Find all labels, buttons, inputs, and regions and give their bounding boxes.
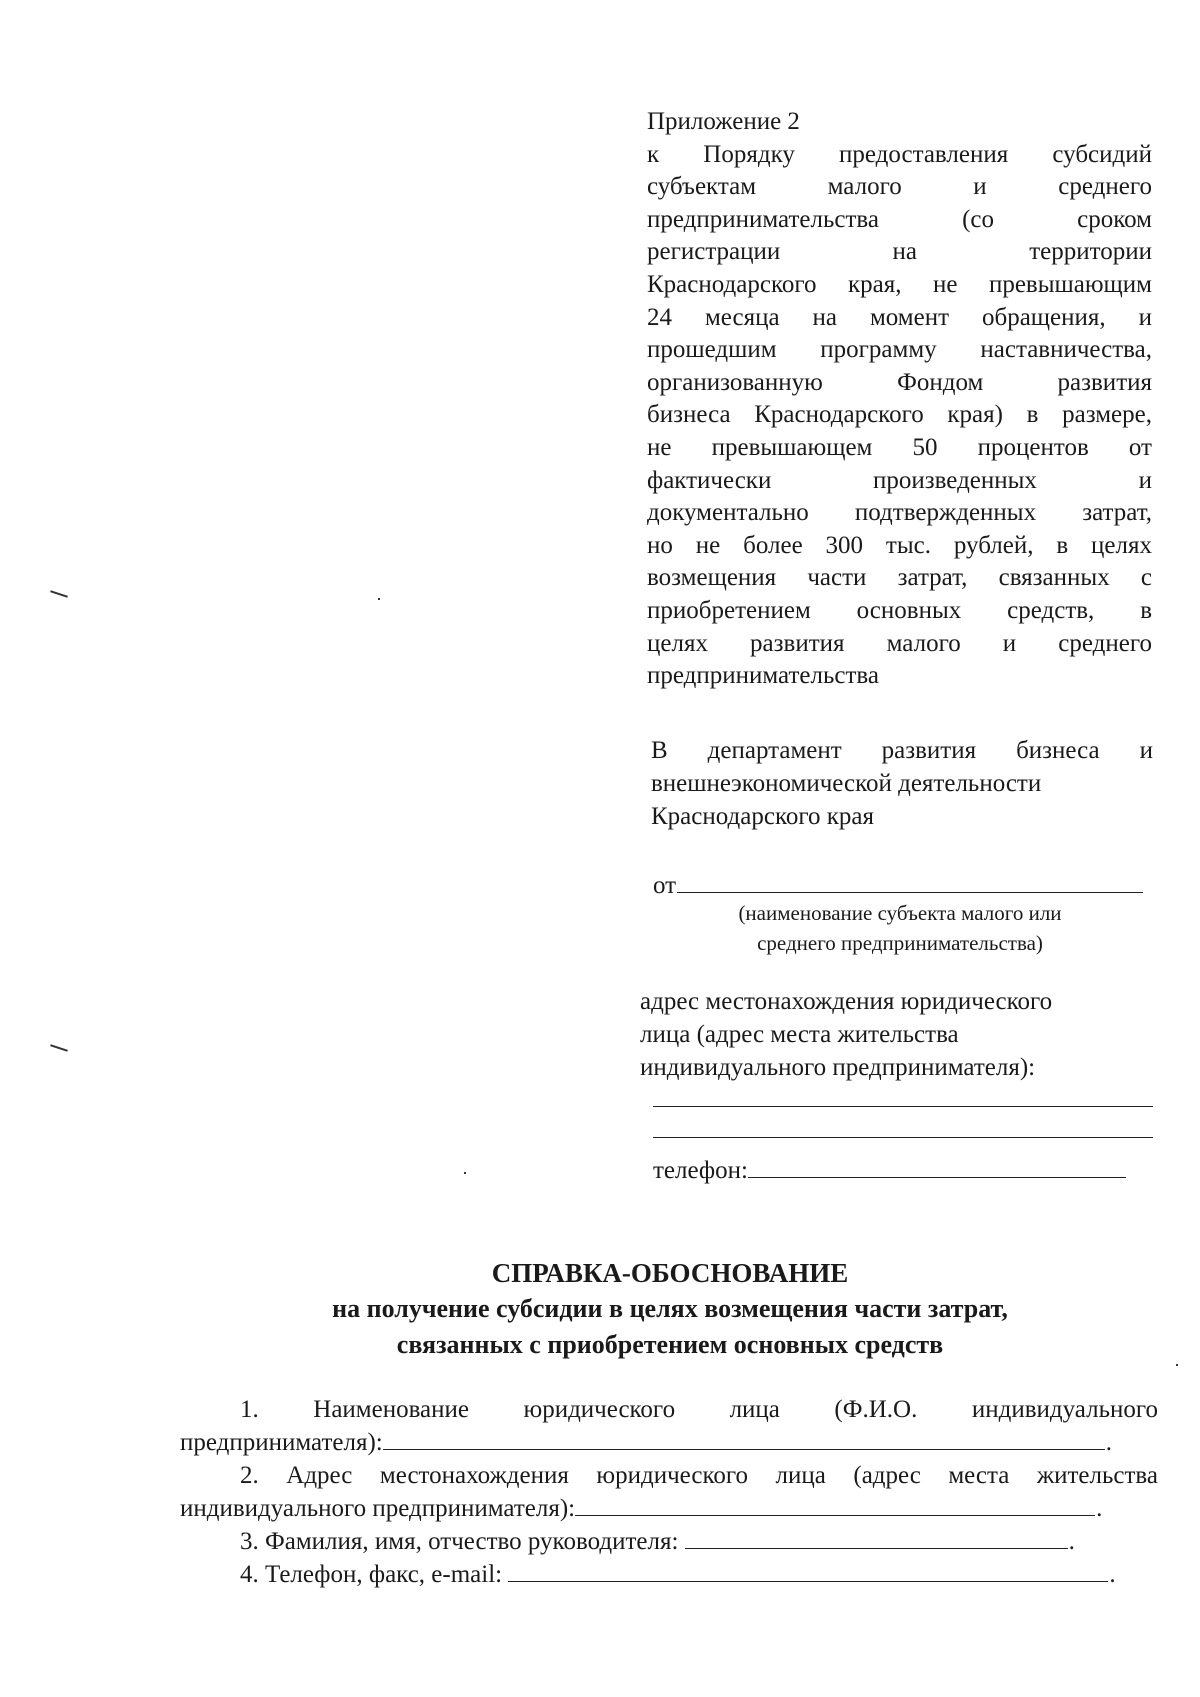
document-title-block [180,1255,1160,1363]
item-4-blank-line[interactable] [508,1559,1108,1582]
item-1-line1: 1. Наименование юридического лица (Ф.И.О. индивидуального [240,1396,1158,1423]
address-line: лица (адрес места жительства [640,1021,959,1048]
scan-mark [50,590,68,597]
item-period: . [1096,1495,1103,1522]
item-2-line1: 2. Адрес местонахождения юридического лица (адрес места жительства [240,1462,1158,1489]
item-4 [180,1558,1158,1591]
from-caption-line: (наименование субъекта малого или [738,901,1062,925]
scan-mark [50,1044,68,1051]
phone-blank-line[interactable] [748,1155,1126,1178]
address-label-block [640,985,1160,1084]
appendix-line: Краснодарского края, не превышающим [647,270,1152,298]
from-caption-line: среднего предпринимательства) [757,931,1043,955]
address-line: адрес местонахождения юридического [640,988,1053,1015]
appendix-line: регистрации на территории [647,238,1152,266]
phone-field [653,1155,1153,1186]
item-3-label: 3. Фамилия, имя, отчество руководителя: [240,1528,679,1555]
appendix-line: целях развития малого и среднего [647,629,1152,657]
from-blank-line[interactable] [677,870,1143,893]
scan-mark [464,1172,466,1174]
appendix-text [647,139,1152,693]
item-2-label: индивидуального предпринимателя): [180,1495,576,1522]
appendix-line: но не более 300 тыс. рублей, в целях [647,531,1152,559]
document-subtitle: на получение субсидии в целях возмещения части затрат, [332,1294,1008,1323]
item-period: . [1109,1561,1116,1588]
address-line: индивидуального предпринимателя): [640,1054,1036,1081]
appendix-line: приобретением основных средств, в [647,596,1152,624]
appendix-line: предпринимательства [647,662,879,690]
item-period: . [1105,1429,1112,1456]
appendix-line: не превышающем 50 процентов от [647,433,1152,461]
scan-mark [378,598,380,600]
form-items [180,1393,1158,1591]
appendix-block [647,106,1152,693]
appendix-line: организованную Фондом развития [647,368,1152,396]
item-4-label: 4. Телефон, факс, e-mail: [240,1561,503,1588]
appendix-line: документально подтвержденных затрат, [647,499,1152,527]
item-1-label: предпринимателя): [180,1429,383,1456]
from-caption [690,898,1110,958]
appendix-line: субъектам малого и среднего [647,173,1152,201]
department-line: В департамент развития бизнеса и [651,737,1153,764]
appendix-line: прошедшим программу наставничества, [647,336,1152,364]
item-3 [180,1525,1158,1558]
appendix-line: предпринимательства (со сроком [647,205,1152,233]
document-title: СПРАВКА-ОБОСНОВАНИЕ [491,1258,849,1288]
appendix-line: к Порядку предоставления субсидий [647,140,1152,168]
recipient-department [651,734,1153,833]
from-field [653,870,1153,901]
department-line: внешнеэкономической деятельности [651,770,1042,797]
from-label: от [653,872,677,899]
appendix-line: возмещения части затрат, связанных с [647,564,1152,592]
address-blank-line[interactable] [653,1137,1153,1138]
document-subtitle: связанных с приобретением основных средств [396,1330,944,1359]
scan-mark [1176,1364,1178,1366]
appendix-line: бизнеса Краснодарского края) в размере, [647,401,1152,429]
phone-label: телефон: [653,1157,748,1184]
item-2-line2 [180,1492,1158,1525]
item-1-line2 [180,1426,1158,1459]
address-blank-line[interactable] [653,1106,1153,1107]
appendix-line: 24 месяца на момент обращения, и [647,303,1152,331]
appendix-line: фактически произведенных и [647,466,1152,494]
department-line: Краснодарского края [651,803,874,830]
item-3-blank-line[interactable] [685,1526,1068,1549]
item-period: . [1068,1528,1075,1555]
item-2-blank-line[interactable] [575,1493,1095,1516]
appendix-heading: Приложение 2 [647,108,800,135]
item-1-blank-line[interactable] [383,1427,1105,1450]
